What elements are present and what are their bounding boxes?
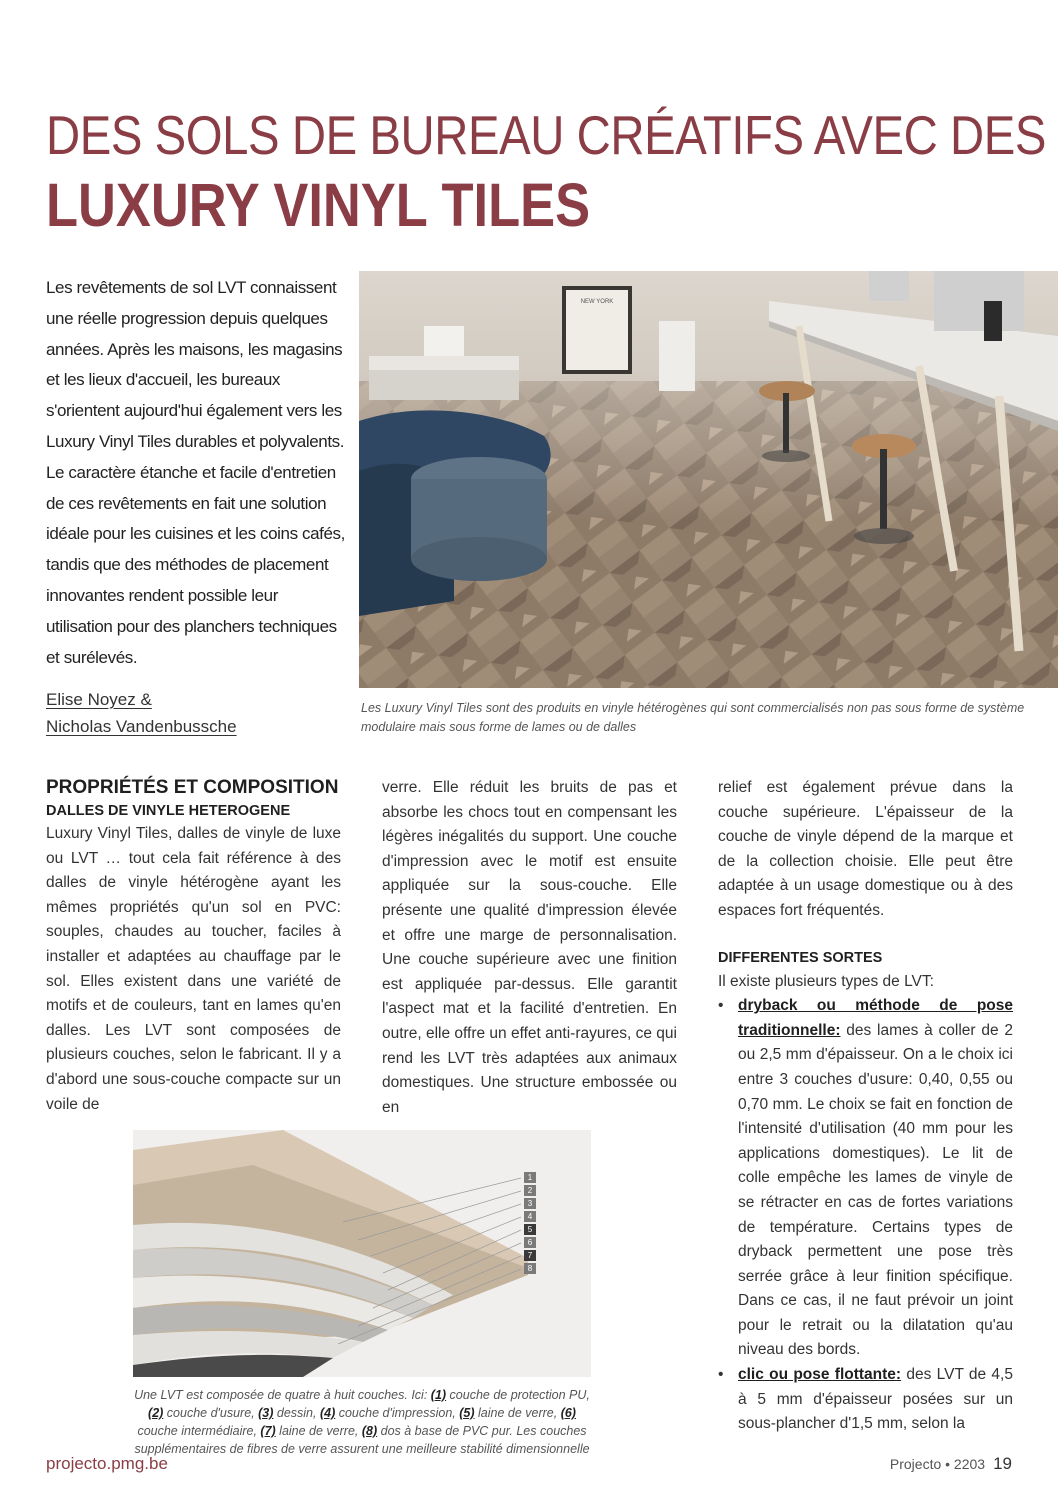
diagram-caption — [133, 1386, 591, 1458]
list-item — [718, 1363, 1013, 1437]
author-line-2[interactable]: Nicholas Vandenbussche — [46, 717, 237, 736]
intro-paragraph — [46, 273, 346, 673]
type-text-dryback: des lames à coller de 2 ou 2,5 mm d'épaisseur. On a le choix ici entre 3 couches d'usure: 0,40, 0,55 ou 0,70 mm. Le choix se fait en fonction de l'intensité d'utilisation (40 mm pour les applications domestiques). Le lit de colle empêche les lames de vinyle de se rétracter en cas de fortes variations de température. Certains types de dryback permettent une pose très serrée grâce à leur finition spécifique. Dans ce cas, il ne faut prévoir un joint pour le retrait ou la dilatation qu'au niveau des bords. — [738, 1021, 1013, 1359]
caption-layer: couche d'usure, — [163, 1406, 259, 1420]
layer-number-labels — [524, 1172, 536, 1276]
layer-number: 8 — [524, 1263, 536, 1274]
article-column-2 — [382, 776, 677, 1120]
poster-text: NEW YORK — [580, 299, 614, 305]
type-term-clic: clic ou pose flottante: — [738, 1366, 902, 1384]
layer-diagram — [133, 1130, 591, 1377]
sub-heading-sortes: DIFFERENTES SORTES — [718, 949, 883, 966]
caption-number: (1) — [430, 1388, 447, 1402]
type-term-dryback: dryback ou méthode de pose traditionnelle: — [738, 997, 1013, 1039]
caption-number: (8) — [361, 1424, 378, 1438]
caption-layer: couche intermédiaire, — [137, 1424, 261, 1438]
types-intro: Il existe plusieurs types de LVT: — [718, 972, 934, 990]
caption-number: (2) — [148, 1406, 164, 1420]
type-text-clic: des LVT de 4,5 à 5 mm d'épaisseur posées sur un sous-plancher d'1,5 mm, selon la — [738, 1366, 1013, 1433]
column-3-text: relief est également prévue dans la couche supérieure. L'épaisseur de la couche de vinyle dépend de la marque et de la collection choisie. Elle peut être adaptée à un usage domestique ou à des espaces fort fréquentés. — [718, 779, 1013, 919]
author-line-1[interactable]: Elise Noyez & — [46, 690, 152, 709]
types-list — [718, 994, 1013, 1437]
caption-layer: laine de verre, — [275, 1424, 362, 1438]
article-column-3 — [718, 776, 1013, 1437]
layer-number: 3 — [524, 1198, 536, 1209]
office-floor-photo — [359, 271, 1058, 688]
article-column-1 — [46, 776, 341, 1117]
caption-intro: Une LVT est composée de quatre à huit couches. Ici: — [134, 1388, 431, 1402]
layer-number: 5 — [524, 1224, 536, 1235]
sub-heading-heterogene: DALLES DE VINYLE HETEROGENE — [46, 803, 291, 819]
caption-number: (6) — [560, 1406, 576, 1420]
layer-number: 6 — [524, 1237, 536, 1248]
page-number: 19 — [993, 1454, 1012, 1473]
bullet: • — [718, 997, 724, 1015]
column-2-text: verre. Elle réduit les bruits de pas et absorbe les chocs tout en compensant les légères inégalités du support. Une couche d'impression avec le motif est ensuite appliquée sur la sous-couche. Elle présente une qualité d'impression élevée et offre une marge de personnalisation. Une couche supérieure avec une finition est appliquée par-dessus. Elle garantit l'aspect mat et la facilité d'entretien. En outre, elle offre un effet anti-rayures, ce qui rend les LVT très adaptées aux animaux domestiques. Une structure embossée ou en — [382, 779, 677, 1116]
intro-text: Les revêtements de sol LVT connaissent une réelle progression depuis quelques années. Après les maisons, les magasins et les lieux d'accueil, les bureaux s'orientent aujourd'hui également vers les Luxury Vinyl Tiles durables et polyvalents. Le caractère étanche et facile d'entretien de ces revêtements en fait une solution idéale pour les cuisines et les coins cafés, tandis que des méthodes de placement innovantes rendent possible leur utilisation pour des planchers techniques et surélevés. — [46, 278, 345, 667]
column-1-text: Luxury Vinyl Tiles, dalles de vinyle de luxe ou LVT … tout cela fait référence à des dalles de vinyle hétérogène ayant les mêmes propriétés qu'un sol en PVC: souples, chaudes au toucher, faciles à installer et adaptées au chauffage par le sol. Elles existent dans une variété de motifs et de couleurs, tant en lames qu'en dalles. Les LVT sont composées de plusieurs couches, selon le fabricant. Il y a d'abord une sous-couche compacte sur un voile de — [46, 825, 341, 1113]
caption-number: (4) — [319, 1406, 336, 1420]
caption-layer: couche de protection PU, — [446, 1388, 590, 1402]
layer-number: 7 — [524, 1250, 536, 1261]
caption-number: (5) — [459, 1406, 475, 1420]
section-heading: PROPRIÉTÉS ET COMPOSITION — [46, 777, 339, 798]
layer-number: 1 — [524, 1172, 536, 1183]
list-item — [718, 994, 1013, 1363]
authors — [46, 686, 346, 740]
footer-website[interactable]: projecto.pmg.be — [46, 1454, 168, 1473]
photo-caption: Les Luxury Vinyl Tiles sont des produits en vinyle hétérogènes qui sont commercialisés non pas sous forme de système modulaire mais sous forme de lames ou de dalles — [361, 701, 1025, 734]
footer-issue — [890, 1454, 1012, 1474]
layer-number: 2 — [524, 1185, 536, 1196]
layer-number: 4 — [524, 1211, 536, 1222]
title-line-2: LUXURY VINYL TILES — [46, 171, 591, 239]
caption-layer: dos à base de PVC pur. Les couches supplémentaires de fibres de verre assurent une meilleure stabilité dimensionnelle — [134, 1424, 590, 1456]
caption-layer: dessin, — [273, 1406, 320, 1420]
issue-label: Projecto • 2203 — [889, 1456, 986, 1472]
caption-layer: laine de verre, — [474, 1406, 561, 1420]
caption-number: (7) — [260, 1424, 276, 1438]
caption-layer: couche d'impression, — [335, 1406, 460, 1420]
bullet: • — [718, 1366, 724, 1384]
title-line-1: DES SOLS DE BUREAU CRÉATIFS AVEC DES — [46, 104, 1046, 166]
caption-number: (3) — [258, 1406, 274, 1420]
